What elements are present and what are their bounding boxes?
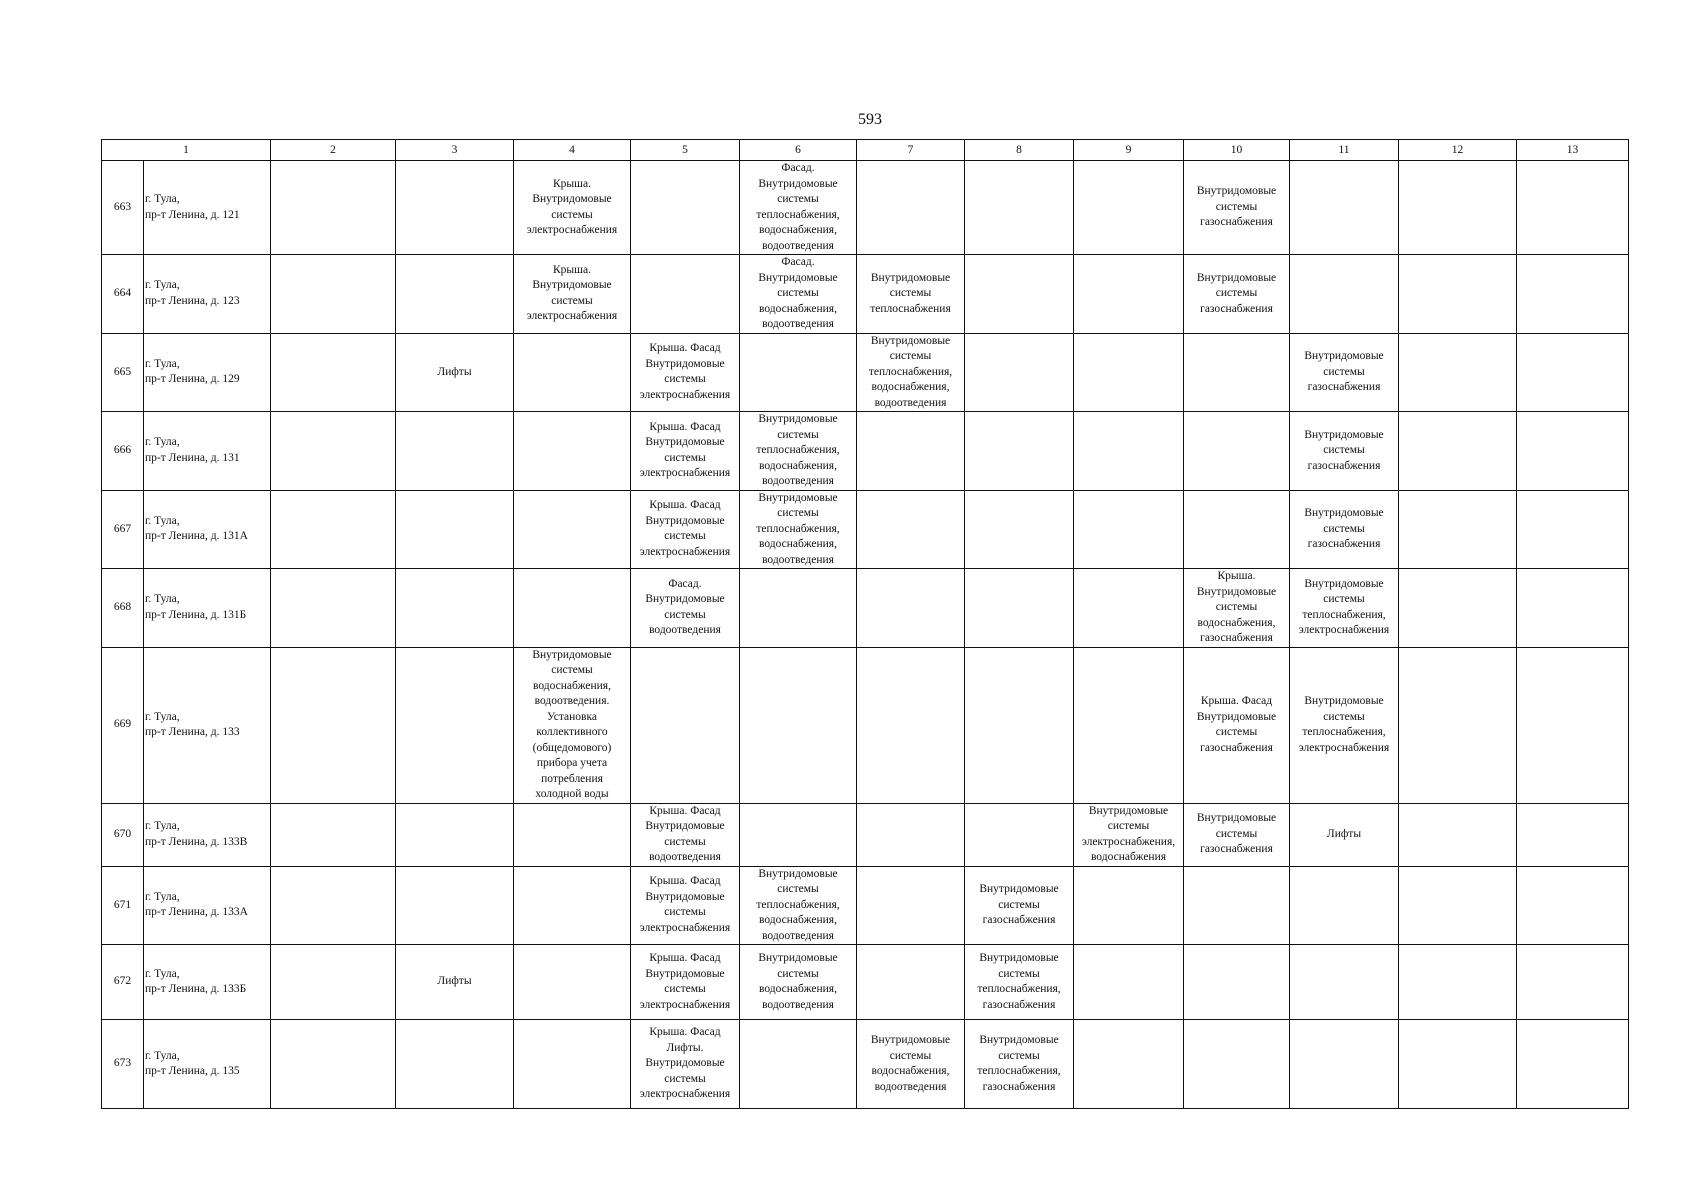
cell-text: г. Тула, пр-т Ленина, д. 135 (145, 1049, 240, 1077)
cell-text: Внутридомовые системы теплоснабжения, газоснабжения (977, 952, 1061, 1011)
cell-col-13 (1517, 490, 1629, 569)
cell-col-11 (1290, 569, 1399, 648)
cell-col-5 (631, 866, 740, 945)
table-row (102, 1020, 1629, 1109)
cell-col-2 (271, 161, 396, 255)
table-row (102, 866, 1629, 945)
cell-col-11 (1290, 333, 1399, 412)
address-cell (144, 945, 271, 1020)
cell-col-12 (1399, 647, 1517, 803)
cell-text: Внутридомовые системы газоснабжения (1304, 350, 1384, 393)
cell-col-2 (271, 866, 396, 945)
cell-text: Фасад. Внутридомовые системы водоотведения (645, 577, 725, 637)
cell-col-5 (631, 1020, 740, 1109)
cell-text: Крыша. Фасад Внутридомовые системы газоснабжения (1196, 695, 1277, 754)
cell-col-10 (1184, 161, 1290, 255)
cell-text: 673 (113, 1057, 132, 1070)
cell-col-11 (1290, 490, 1399, 569)
cell-col-13 (1517, 333, 1629, 412)
cell-text: Внутридомовые системы теплоснабжения, газоснабжения (977, 1034, 1061, 1093)
cell-col-13 (1517, 255, 1629, 334)
cell-text: 672 (113, 975, 132, 988)
cell-col-11 (1290, 647, 1399, 803)
cell-text: 669 (113, 718, 132, 731)
address-cell (144, 412, 271, 491)
cell-col-10 (1184, 412, 1290, 491)
cell-col-6 (740, 1020, 857, 1109)
cell-text: Внутридомовые системы газоснабжения (1304, 507, 1384, 550)
cell-col-5 (631, 569, 740, 648)
col-header-11: 11 (1290, 140, 1399, 161)
table-row (102, 647, 1629, 803)
cell-col-9 (1074, 803, 1184, 866)
cell-col-4 (514, 490, 631, 569)
cell-col-9 (1074, 161, 1184, 255)
cell-text: Внутридомовые системы теплоснабжения (870, 271, 951, 315)
cell-text: Лифты (437, 365, 472, 378)
cell-col-7 (857, 161, 965, 255)
cell-col-8 (965, 569, 1074, 648)
cell-col-3 (396, 333, 514, 412)
cell-col-10 (1184, 333, 1290, 412)
cell-col-5 (631, 945, 740, 1020)
cell-col-2 (271, 255, 396, 334)
row-number (102, 569, 144, 648)
cell-col-9 (1074, 1020, 1184, 1109)
cell-col-3 (396, 569, 514, 648)
cell-col-12 (1399, 803, 1517, 866)
cell-text: г. Тула, пр-т Ленина, д. 121 (145, 193, 240, 221)
cell-col-6 (740, 333, 857, 412)
cell-col-8 (965, 945, 1074, 1020)
col-header-5: 5 (631, 140, 740, 161)
cell-col-7 (857, 647, 965, 803)
cell-text: Крыша. Фасад Лифты. Внутридомовые системы электроснабжения (639, 1026, 731, 1101)
cell-col-6 (740, 255, 857, 334)
cell-text: Внутридомовые системы газоснабжения (1196, 812, 1277, 856)
cell-col-5 (631, 647, 740, 803)
cell-text: Крыша. Фасад Внутридомовые системы электроснабжения (639, 875, 731, 934)
col-header-6: 6 (740, 140, 857, 161)
cell-col-4 (514, 412, 631, 491)
cell-col-2 (271, 1020, 396, 1109)
cell-col-6 (740, 569, 857, 648)
cell-col-7 (857, 569, 965, 648)
cell-text: 667 (113, 522, 132, 535)
cell-text: 666 (113, 444, 132, 456)
cell-col-2 (271, 412, 396, 491)
table-row (102, 803, 1629, 866)
cell-col-6 (740, 866, 857, 945)
cell-col-6 (740, 945, 857, 1020)
table-row (102, 161, 1629, 255)
cell-col-7 (857, 333, 965, 412)
cell-col-7 (857, 803, 965, 866)
cell-col-8 (965, 647, 1074, 803)
cell-col-13 (1517, 1020, 1629, 1109)
cell-text: Внутридомовые системы водоснабжения, водоотведения. Установка коллективного (общедомового) прибора учета потребления холодной воды (532, 648, 612, 800)
cell-col-6 (740, 803, 857, 866)
cell-col-9 (1074, 866, 1184, 945)
cell-col-10 (1184, 1020, 1290, 1109)
cell-col-8 (965, 333, 1074, 412)
cell-col-2 (271, 333, 396, 412)
address-cell (144, 255, 271, 334)
cell-col-3 (396, 647, 514, 803)
col-header-7: 7 (857, 140, 965, 161)
cell-col-2 (271, 803, 396, 866)
col-header-12: 12 (1399, 140, 1517, 161)
cell-text: 671 (113, 898, 132, 911)
cell-col-6 (740, 490, 857, 569)
cell-col-5 (631, 255, 740, 334)
cell-col-3 (396, 803, 514, 866)
col-header-13: 13 (1517, 140, 1629, 161)
cell-text: Крыша. Внутридомовые системы водоснабжения, газоснабжения (1196, 570, 1277, 644)
cell-col-5 (631, 161, 740, 255)
cell-col-6 (740, 161, 857, 255)
cell-text: Внутридомовые системы теплоснабжения, водоснабжения, водоотведения (756, 491, 840, 566)
row-number (102, 490, 144, 569)
cell-col-10 (1184, 490, 1290, 569)
col-header-8: 8 (965, 140, 1074, 161)
cell-col-3 (396, 255, 514, 334)
table-row (102, 490, 1629, 569)
cell-col-10 (1184, 803, 1290, 866)
table-row (102, 255, 1629, 334)
col-header-10: 10 (1184, 140, 1290, 161)
cell-text: Внутридомовые системы водоснабжения, водоотведения (758, 952, 838, 1011)
cell-col-7 (857, 1020, 965, 1109)
page-number: 593 (858, 111, 882, 128)
row-number (102, 412, 144, 491)
cell-col-10 (1184, 647, 1290, 803)
cell-col-8 (965, 490, 1074, 569)
cell-text: Внутридомовые системы газоснабжения (979, 883, 1059, 926)
cell-text: г. Тула, пр-т Ленина, д. 129 (145, 357, 240, 386)
cell-col-12 (1399, 412, 1517, 491)
table-row (102, 412, 1629, 491)
header-row (102, 140, 1629, 161)
row-number (102, 1020, 144, 1109)
cell-col-7 (857, 866, 965, 945)
cell-text: Крыша. Фасад Внутридомовые системы электроснабжения (639, 342, 731, 401)
cell-col-12 (1399, 945, 1517, 1020)
cell-col-6 (740, 647, 857, 803)
cell-col-2 (271, 647, 396, 803)
cell-text: г. Тула, пр-т Ленина, д. 133В (145, 820, 248, 848)
cell-col-3 (396, 945, 514, 1020)
cell-col-12 (1399, 255, 1517, 334)
table-body (102, 140, 1629, 1109)
table-row (102, 945, 1629, 1020)
cell-text: Внутридомовые системы электроснабжения, водоснабжения (1081, 804, 1176, 863)
cell-col-13 (1517, 647, 1629, 803)
cell-col-9 (1074, 412, 1184, 491)
address-cell (144, 161, 271, 255)
cell-text: г. Тула, пр-т Ленина, д. 131Б (145, 593, 247, 621)
cell-col-5 (631, 333, 740, 412)
address-cell (144, 569, 271, 648)
cell-col-8 (965, 803, 1074, 866)
cell-text: 664 (113, 287, 132, 299)
cell-col-10 (1184, 945, 1290, 1020)
col-header-2: 2 (271, 140, 396, 161)
cell-col-9 (1074, 490, 1184, 569)
col-header-4: 4 (514, 140, 631, 161)
cell-col-11 (1290, 1020, 1399, 1109)
address-cell (144, 866, 271, 945)
cell-text: 665 (113, 365, 132, 378)
cell-col-4 (514, 333, 631, 412)
cell-text: Фасад. Внутридомовые системы водоснабжения, водоотведения (758, 256, 838, 330)
table-row (102, 333, 1629, 412)
cell-col-2 (271, 490, 396, 569)
row-number (102, 333, 144, 412)
cell-text: г. Тула, пр-т Ленина, д. 133Б (145, 967, 247, 995)
address-cell (144, 803, 271, 866)
cell-text: Внутридомовые системы газоснабжения (1196, 271, 1277, 315)
cell-text: Внутридомовые системы теплоснабжения, водоснабжения, водоотведения (756, 413, 840, 487)
cell-col-3 (396, 866, 514, 945)
cell-col-10 (1184, 866, 1290, 945)
cell-col-11 (1290, 255, 1399, 334)
cell-col-3 (396, 161, 514, 255)
cell-text: Лифты (437, 975, 472, 988)
row-number (102, 945, 144, 1020)
col-header-3: 3 (396, 140, 514, 161)
cell-col-4 (514, 647, 631, 803)
cell-col-13 (1517, 945, 1629, 1020)
cell-col-4 (514, 866, 631, 945)
row-number (102, 255, 144, 334)
cell-col-5 (631, 412, 740, 491)
cell-text: Внутридомовые системы водоснабжения, водоотведения (870, 1034, 951, 1093)
address-cell (144, 333, 271, 412)
cell-col-5 (631, 803, 740, 866)
cell-col-9 (1074, 333, 1184, 412)
address-cell (144, 490, 271, 569)
cell-col-13 (1517, 412, 1629, 491)
cell-text: Крыша. Фасад Внутридомовые системы электроснабжения (639, 952, 731, 1011)
table-row (102, 569, 1629, 648)
cell-col-5 (631, 490, 740, 569)
cell-text: Крыша. Фасад Внутридомовые системы электроснабжения (639, 420, 731, 480)
cell-col-7 (857, 412, 965, 491)
cell-col-4 (514, 569, 631, 648)
cell-col-3 (396, 1020, 514, 1109)
row-number (102, 647, 144, 803)
cell-col-9 (1074, 647, 1184, 803)
cell-col-10 (1184, 569, 1290, 648)
cell-col-6 (740, 412, 857, 491)
cell-col-4 (514, 803, 631, 866)
cell-col-7 (857, 255, 965, 334)
cell-col-12 (1399, 866, 1517, 945)
cell-col-12 (1399, 490, 1517, 569)
address-cell (144, 1020, 271, 1109)
cell-text: г. Тула, пр-т Ленина, д. 123 (145, 279, 240, 307)
cell-text: г. Тула, пр-т Ленина, д. 131А (145, 514, 248, 543)
col-header-1: 1 (102, 140, 271, 161)
cell-text: Внутридомовые системы теплоснабжения, электроснабжения (1298, 695, 1390, 754)
cell-col-12 (1399, 1020, 1517, 1109)
cell-col-8 (965, 255, 1074, 334)
cell-text: Крыша. Фасад Внутридомовые системы водоотведения (645, 804, 725, 863)
cell-col-2 (271, 569, 396, 648)
cell-col-10 (1184, 255, 1290, 334)
cell-col-8 (965, 161, 1074, 255)
cell-col-2 (271, 945, 396, 1020)
cell-col-8 (965, 1020, 1074, 1109)
cell-col-12 (1399, 161, 1517, 255)
cell-col-8 (965, 412, 1074, 491)
cell-col-13 (1517, 866, 1629, 945)
col-header-9: 9 (1074, 140, 1184, 161)
cell-text: Внутридомовые системы газоснабжения (1196, 185, 1277, 229)
cell-col-7 (857, 945, 965, 1020)
cell-col-11 (1290, 161, 1399, 255)
cell-text: Крыша. Внутридомовые системы электроснабжения (526, 263, 618, 323)
cell-col-11 (1290, 945, 1399, 1020)
address-cell (144, 647, 271, 803)
cell-text: Внутридомовые системы теплоснабжения, электроснабжения (1298, 577, 1390, 637)
cell-col-3 (396, 490, 514, 569)
cell-text: г. Тула, пр-т Ленина, д. 131 (145, 436, 240, 464)
cell-col-4 (514, 1020, 631, 1109)
cell-col-4 (514, 255, 631, 334)
cell-text: Фасад. Внутридомовые системы теплоснабжения, водоснабжения, водоотведения (756, 162, 840, 252)
cell-text: Внутридомовые системы газоснабжения (1304, 428, 1384, 472)
cell-col-9 (1074, 569, 1184, 648)
cell-col-12 (1399, 569, 1517, 648)
cell-col-9 (1074, 255, 1184, 334)
cell-col-11 (1290, 412, 1399, 491)
cell-col-11 (1290, 866, 1399, 945)
cell-text: 668 (113, 601, 132, 613)
cell-text: г. Тула, пр-т Ленина, д. 133 (145, 710, 240, 738)
cell-col-7 (857, 490, 965, 569)
cell-text: Лифты (1326, 827, 1362, 840)
cell-text: Внутридомовые системы теплоснабжения, водоснабжения, водоотведения (756, 867, 840, 942)
cell-col-8 (965, 866, 1074, 945)
cell-text: Внутридомовые системы теплоснабжения, водоснабжения, водоотведения (868, 334, 953, 409)
row-number (102, 161, 144, 255)
cell-col-11 (1290, 803, 1399, 866)
cell-col-3 (396, 412, 514, 491)
cell-text: Крыша. Фасад Внутридомовые системы электроснабжения (639, 499, 731, 558)
cell-text: г. Тула, пр-т Ленина, д. 133А (145, 890, 248, 919)
cell-text: Крыша. Внутридомовые системы электроснабжения (526, 177, 618, 236)
repair-schedule-table (101, 139, 1629, 1109)
cell-col-9 (1074, 945, 1184, 1020)
cell-col-13 (1517, 803, 1629, 866)
cell-text: 670 (113, 827, 132, 840)
cell-col-12 (1399, 333, 1517, 412)
cell-col-4 (514, 161, 631, 255)
row-number (102, 803, 144, 866)
row-number (102, 866, 144, 945)
cell-col-13 (1517, 161, 1629, 255)
cell-col-13 (1517, 569, 1629, 648)
cell-text: 663 (113, 200, 132, 213)
cell-col-4 (514, 945, 631, 1020)
